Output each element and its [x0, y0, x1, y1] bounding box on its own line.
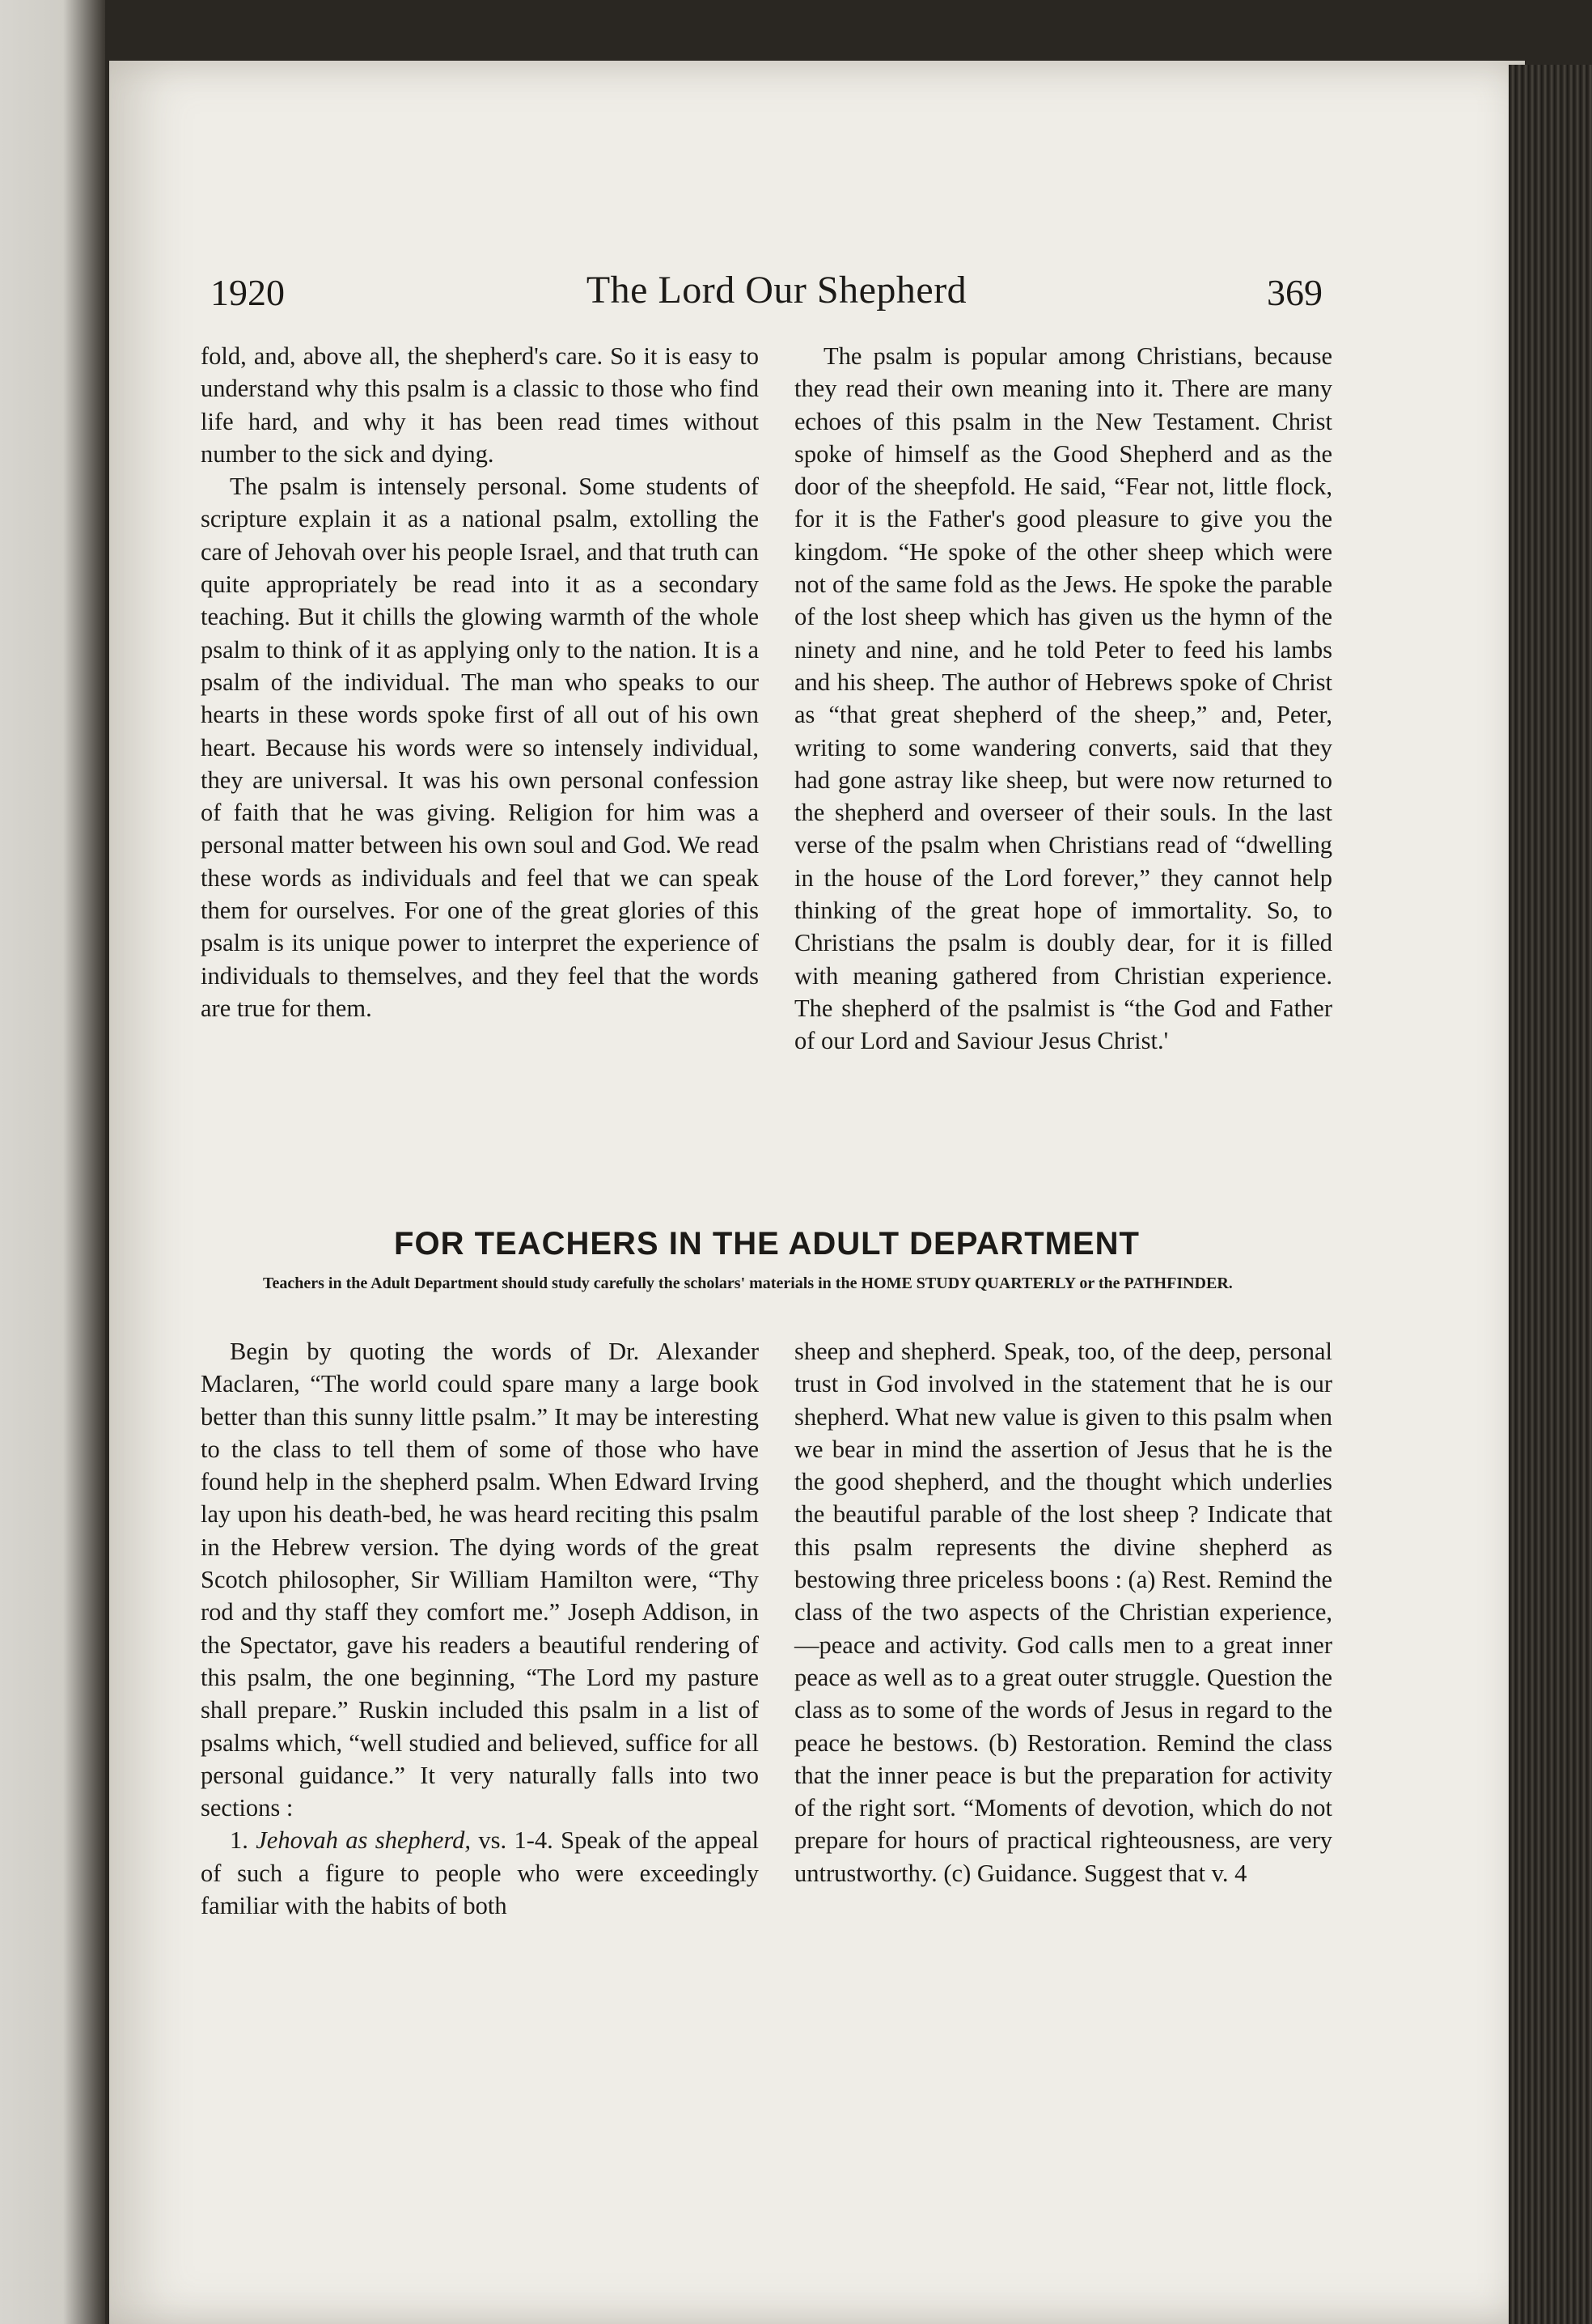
numbered-point	[201, 1824, 759, 1922]
section-title: FOR TEACHERS IN THE ADULT DEPARTMENT	[394, 1226, 1140, 1262]
paragraph: fold, and, above all, the shepherd's care. So it is easy to understand why this psalm is a classic to those who find life hard, and why it has been read times without number to the sick and dying.	[201, 342, 759, 468]
paragraph: The psalm is popular among Christians, because they read their own meaning into it. There are many echoes of this psalm in the New Testament. Christ spoke of himself as the Good Shepherd and as the door of the sheepfold. He said, “Fear not, little flock, for it is the Father's good pleasure to give you the kingdom. “He spoke of the other sheep which were not of the same fold as the Jews. He spoke the parable of the lost sheep which has given us the hymn of the ninety and nine, and he told Peter to feed his lambs and his sheep. The author of Hebrews spoke of Christ as “that great shepherd of the sheep,” and, Peter, writing to some wandering converts, said that they had gone astray like sheep, but were now returned to the shepherd and overseer of their souls. In the last verse of the psalm when Christians read of “dwelling in the house of the Lord forever,” they cannot help thinking of the great hope of immortality. So, to Christians the psalm is doubly dear, for it is filled with meaning gathered from Christian experience. The shepherd of the psalmist is “the God and Father of our Lord and Saviour Jesus Christ.'	[794, 342, 1332, 1055]
page-edges	[1509, 65, 1592, 2324]
header-year: 1920	[210, 272, 285, 313]
paragraph: The psalm is intensely personal. Some students of scripture explain it as a national psalm, extolling the care of Jehovah over his people Israel, and that truth can quite appropriately be read into it as a secondary teaching. But it chills the glowing warmth of the whole psalm to think of it as applying only to the nation. It is a psalm of the individual. The man who speaks to our hearts in these words spoke first of all out of his own heart. Because his words were so intensely individual, they are universal. It was his own personal confession of faith that he was giving. Religion for him was a personal matter between his own soul and God. We read these words as individuals and feel that we can speak them for ourselves. For one of the great glories of this psalm is its unique power to interpret the experience of individuals to themselves, and they feel that the words are true for them.	[201, 473, 759, 1022]
top-right-column	[794, 340, 1332, 1058]
section-note: Teachers in the Adult Department should study carefully the scholars' materials in the HOME STUDY QUARTERLY or the PATHFINDER.	[263, 1274, 1233, 1292]
bottom-right-column	[794, 1335, 1332, 1889]
paragraph: sheep and shepherd. Speak, too, of the deep, personal trust in God involved in the statement that he is our shepherd. What new value is given to this psalm when we bear in mind the assertion of Jesus that he is the the good shepherd, and the thought which underlies the beautiful parable of the lost sheep ? Indicate that this psalm represents the divine shepherd as bestowing three priceless boons : (a) Rest. Remind the class of the two aspects of the Christian experience, —peace and activity. God calls men to a great inner peace as well as to a great outer struggle. Question the class as to some of the words of Jesus in regard to the peace he bestows. (b) Restoration. Remind the class that the inner peace is but the preparation for activity of the right sort. “Moments of devotion, which do not prepare for hours of practical righteousness, are very untrustworthy. (c) Guidance. Suggest that v. 4	[794, 1338, 1332, 1887]
point-text: vs. 1-4. Speak of the appeal of such a figure to people who were exceedingly familiar with the habits of both	[201, 1826, 760, 1920]
previous-page-margin	[0, 0, 105, 2324]
point-number: 1.	[230, 1826, 248, 1855]
bottom-left-column	[201, 1335, 759, 1922]
paragraph: Begin by quoting the words of Dr. Alexander Maclaren, “The world could spare many a large book better than this sunny little psalm.” It may be interesting to the class to tell them of some of those who have found help in the shepherd psalm. When Edward Irving lay upon his death-bed, he was heard reciting this psalm in the Hebrew version. The dying words of the great Scotch philosopher, Sir William Hamilton were, “Thy rod and thy staff they comfort me.” Joseph Addison, in the Spectator, gave his readers a beautiful rendering of this psalm, the one beginning, “The Lord my pasture shall prepare.” Ruskin included this psalm in a list of psalms which, “well studied and believed, suffice for all personal guidance.” It very naturally falls into two sections :	[201, 1338, 759, 1822]
point-heading: Jehovah as shepherd,	[256, 1826, 472, 1855]
running-header	[198, 263, 1355, 336]
page-number: 369	[1267, 272, 1323, 313]
header-title: The Lord Our Shepherd	[586, 269, 967, 312]
top-left-column	[201, 340, 759, 1024]
